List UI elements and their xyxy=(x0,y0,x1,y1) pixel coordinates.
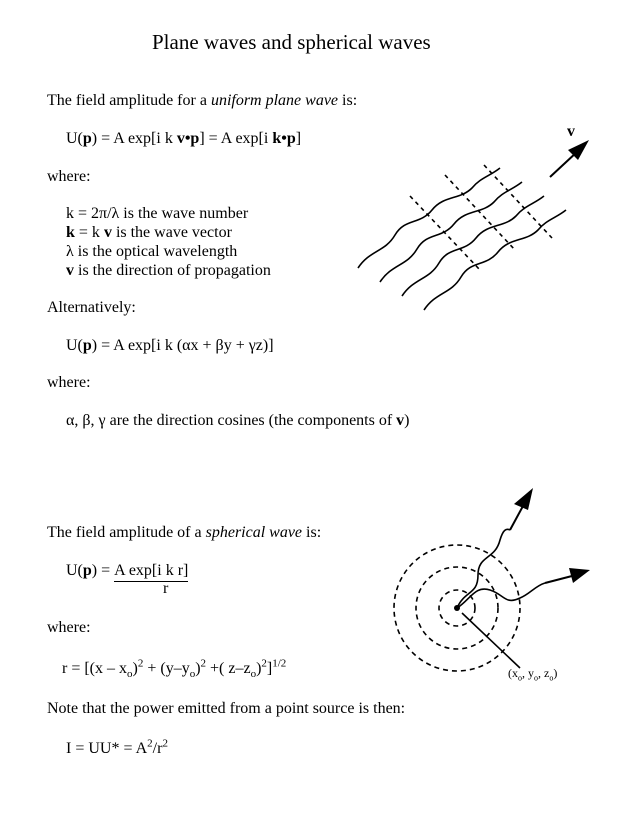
eq-part: U( xyxy=(66,337,83,354)
eq-part: ) = A exp[i k xyxy=(91,130,177,147)
cos-text-end: ) xyxy=(404,412,410,429)
intro-text-end: is: xyxy=(302,524,322,541)
sym-v: v xyxy=(103,224,112,241)
fraction-numerator: A exp[i k r] xyxy=(114,562,188,582)
eq-part: ] xyxy=(295,130,302,147)
label-part: , z xyxy=(538,666,550,680)
source-coordinates-label xyxy=(508,666,557,681)
eq-part: ) = A exp[i k (αx + βy + γz)] xyxy=(91,337,274,354)
eq-dot-product: v•p xyxy=(176,130,200,147)
source-pointer-line xyxy=(462,613,520,668)
intro-emphasis: spherical wave xyxy=(205,524,303,541)
eq-part: U( xyxy=(66,130,83,147)
label-part: (x xyxy=(508,666,518,680)
eq-vector-p: p xyxy=(82,130,92,147)
cos-text: α, β, γ are the direction cosines (the components of xyxy=(66,412,397,429)
eq-vector-p: p xyxy=(82,562,92,579)
intro-text: The field amplitude for a xyxy=(47,92,211,109)
intro-emphasis: uniform plane wave xyxy=(210,92,339,109)
ray-arrow-shaft xyxy=(510,506,523,530)
eq-part: /r xyxy=(152,740,163,757)
superscript: 2 xyxy=(147,737,153,750)
eq-part: ) xyxy=(132,660,138,677)
where-label-3: where: xyxy=(47,619,91,636)
eq-part: + (y–y xyxy=(143,660,190,677)
where-label: where: xyxy=(47,168,91,185)
def-wave-number: k = 2π/λ is the wave number xyxy=(66,205,249,222)
ray-arrow-shaft xyxy=(545,576,572,583)
eq-part: r = [(x – x xyxy=(62,660,128,677)
superscript: 2 xyxy=(200,657,207,670)
sym-k: k xyxy=(66,224,75,241)
eq-dot-product-k: k•p xyxy=(272,130,296,147)
eq-part: ) xyxy=(195,660,201,677)
subscript: o xyxy=(127,668,133,681)
def-text: is the wave vector xyxy=(111,224,232,241)
eq-part: +( z–z xyxy=(206,660,251,677)
eq-part: U( xyxy=(66,562,83,579)
sym-v: v xyxy=(396,412,405,429)
power-note: Note that the power emitted from a point source is then: xyxy=(47,700,406,717)
def-text: = k xyxy=(74,224,104,241)
alternatively-label: Alternatively: xyxy=(47,299,136,316)
eq-vector-p: p xyxy=(82,337,92,354)
page-title: Plane waves and spherical waves xyxy=(152,30,431,54)
sym-v: v xyxy=(66,262,74,279)
eq-part: ) xyxy=(256,660,262,677)
where-label-2: where: xyxy=(47,374,91,391)
ray-curve xyxy=(457,583,545,608)
eq-part: ) = xyxy=(91,562,115,579)
superscript: 2 xyxy=(261,657,267,670)
def-text: is the direction of propagation xyxy=(74,262,271,279)
def-wavelength: λ is the optical wavelength xyxy=(66,243,238,260)
subscript: o xyxy=(549,673,554,683)
label-part: ) xyxy=(553,666,558,680)
fraction-denominator: r xyxy=(163,580,169,597)
subscript: o xyxy=(518,673,522,683)
superscript: 1/2 xyxy=(272,657,287,670)
subscript: o xyxy=(250,668,257,681)
superscript: 2 xyxy=(137,657,144,670)
eq-part: ] xyxy=(266,660,273,677)
ray-arrow-head xyxy=(569,568,590,583)
label-part: , y xyxy=(522,666,534,680)
subscript: o xyxy=(534,673,538,683)
subscript: o xyxy=(189,668,196,681)
intro-text: The field amplitude of a xyxy=(47,524,206,541)
eq-part: I = UU* = A xyxy=(66,740,148,757)
ray-arrow-head xyxy=(514,488,533,510)
direction-vector-label: v xyxy=(567,123,575,140)
eq-part: ] = A exp[i xyxy=(199,130,273,147)
intro-text-end: is: xyxy=(338,92,358,109)
superscript: 2 xyxy=(162,737,168,750)
